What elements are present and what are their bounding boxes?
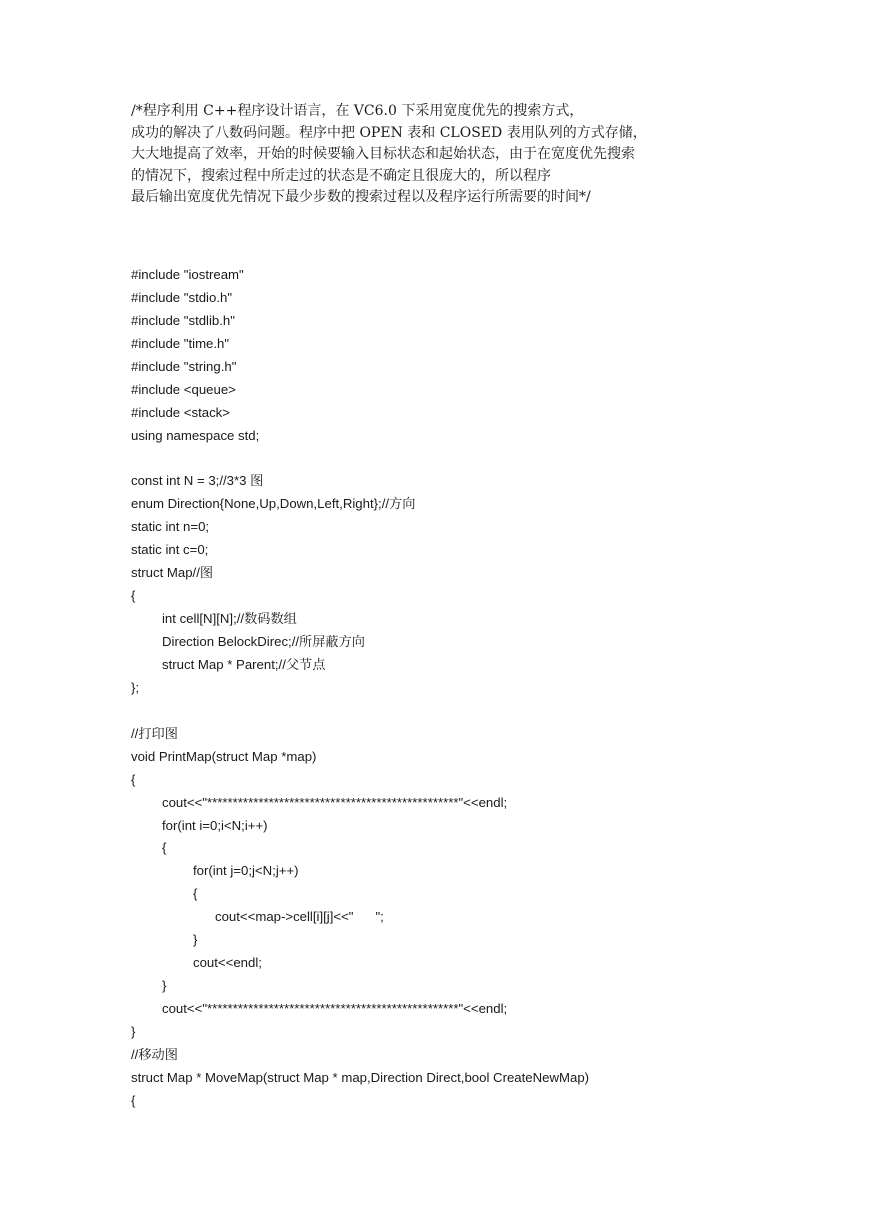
code-line: cout<<map->cell[i][j]<<" "; (215, 909, 384, 925)
code-line: { (193, 886, 198, 902)
intro-line: 大大地提高了效率，开始的时候要输入目标状态和起始状态，由于在宽度优先搜索 (131, 146, 635, 163)
code-line (131, 448, 831, 471)
intro-line: /*程序利用 C++程序设计语言，在 VC6.0 下采用宽度优先的搜索方式， (131, 103, 584, 119)
code-line: for(int j=0;j<N;j++) (193, 863, 299, 879)
code-line: static int n=0; (131, 519, 210, 535)
code-line (131, 700, 831, 723)
code-line: //打印图 (131, 725, 178, 741)
code-line: #include "time.h" (131, 335, 230, 351)
code-line: cout<<endl; (193, 955, 262, 971)
code-line: void PrintMap(struct Map *map) (131, 748, 317, 764)
intro-line: 最后输出宽度优先情况下最少步数的搜索过程以及程序运行所需要的时间*/ (131, 189, 591, 206)
code-line: //移动图 (131, 1046, 178, 1062)
code-line: { (131, 588, 136, 604)
code-line: cout<<"*************************************************"<<endl; (162, 794, 508, 810)
code-line: #include "iostream" (131, 267, 244, 282)
code-line: int cell[N][N];//数码数组 (162, 611, 297, 627)
code-line: { (162, 840, 167, 856)
code-line: } (162, 978, 167, 994)
code-line: enum Direction{None,Up,Down,Left,Right};//方向 (131, 496, 416, 512)
code-line: #include <queue> (131, 381, 236, 397)
code-line: for(int i=0;i<N;i++) (162, 817, 268, 833)
code-line: #include "stdlib.h" (131, 312, 235, 328)
code-line: } (131, 1023, 136, 1039)
code-line: { (131, 1092, 136, 1108)
code-line: #include <stack> (131, 404, 230, 420)
code-line: #include "stdio.h" (131, 289, 233, 305)
intro-line: 成功的解决了八数码问题。程序中把 OPEN 表和 CLOSED 表用队列的方式存储， (131, 124, 647, 141)
code-line: }; (131, 679, 140, 695)
code-line: struct Map * MoveMap(struct Map * map,Direction Direct,bool CreateNewMap) (131, 1069, 590, 1085)
code-line: using namespace std; (131, 427, 260, 443)
code-line: static int c=0; (131, 542, 209, 558)
code-line: struct Map * Parent;//父节点 (162, 656, 326, 672)
intro-comment-block (131, 101, 831, 209)
code-block (131, 264, 831, 1113)
intro-line: 的情况下，搜索过程中所走过的状态是不确定且很庞大的，所以程序 (131, 167, 551, 184)
code-line: { (131, 771, 136, 787)
code-line: const int N = 3;//3*3 图 (131, 473, 264, 489)
code-line: } (193, 932, 198, 948)
code-line: cout<<"*************************************************"<<endl; (162, 1001, 508, 1016)
code-line: Direction BelockDirec;//所屏蔽方向 (162, 634, 365, 649)
code-line: #include "string.h" (131, 358, 237, 374)
code-line: struct Map//图 (131, 565, 214, 581)
